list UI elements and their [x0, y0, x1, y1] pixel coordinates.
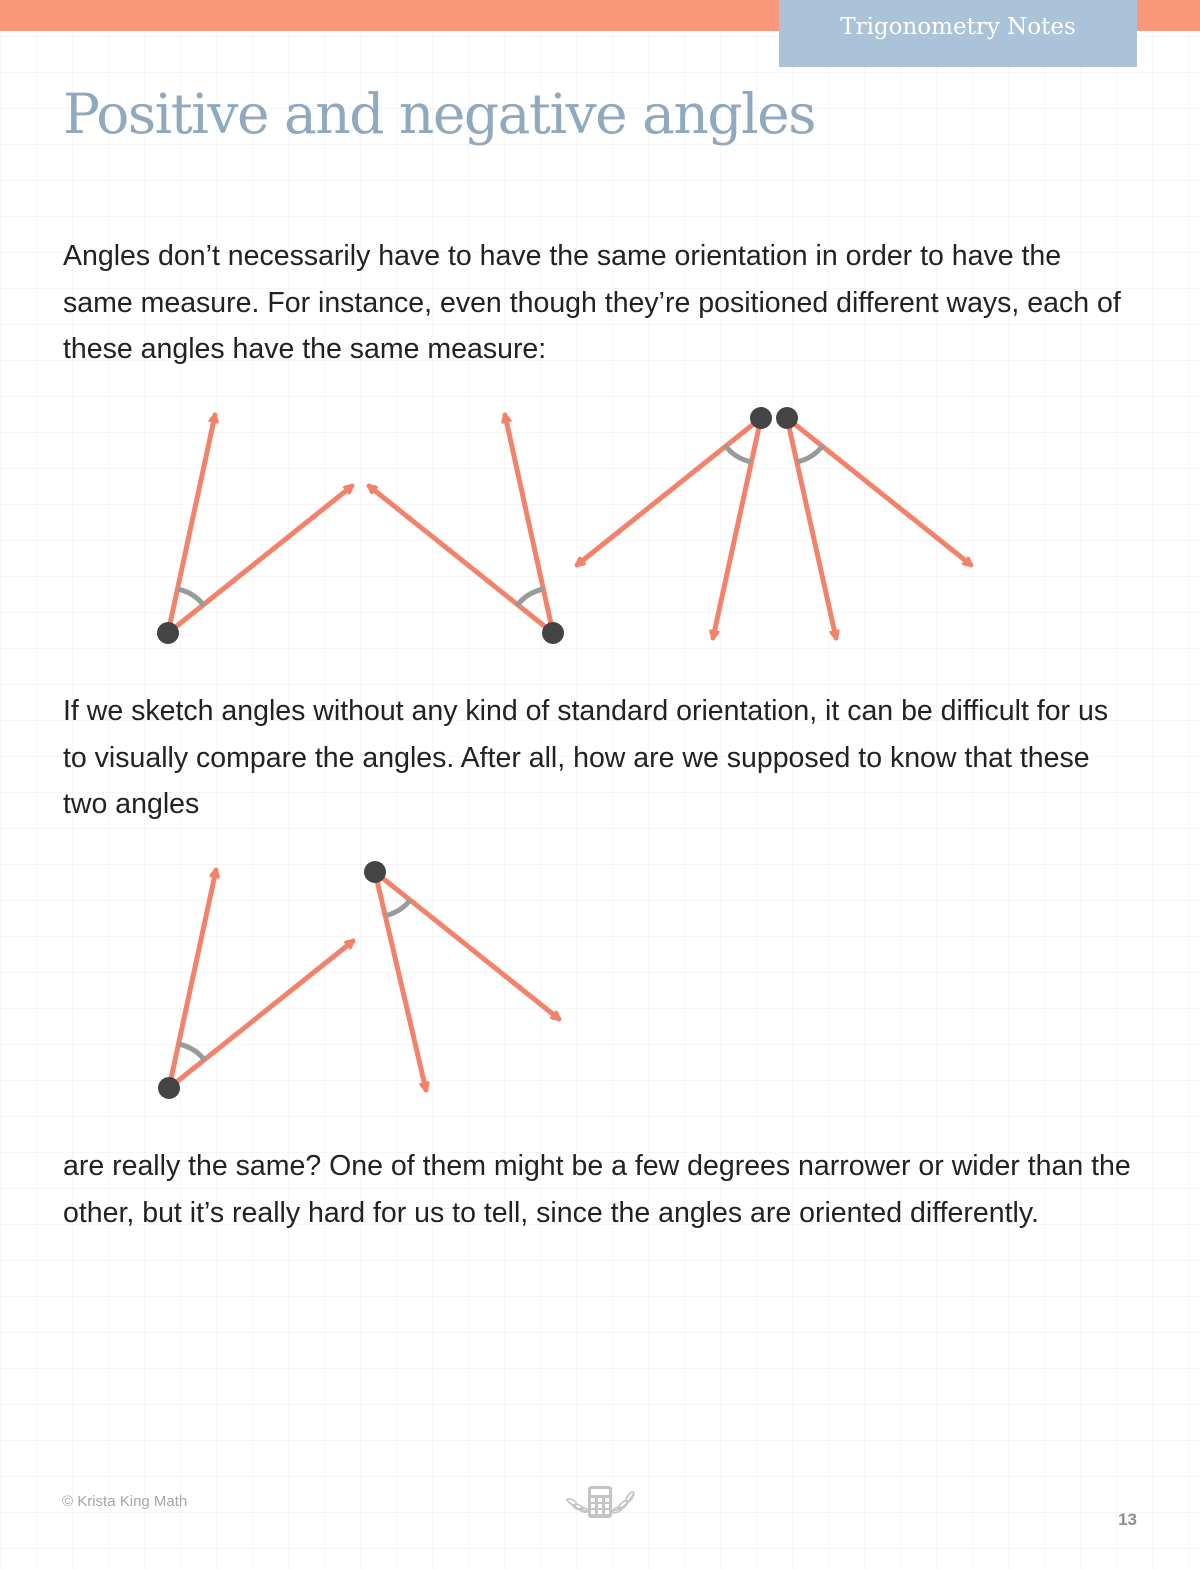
page-title: Positive and negative angles	[63, 82, 815, 146]
angle-2-arc	[517, 589, 544, 606]
angle-b-vertex	[364, 861, 386, 883]
angle-1-vertex	[157, 622, 179, 644]
header-section-label: Trigonometry Notes	[840, 14, 1076, 40]
two-angles-figure	[0, 850, 700, 1110]
angle-3-arc	[725, 445, 752, 462]
footer-copyright: © Krista King Math	[62, 1493, 188, 1510]
angle-b-arc	[385, 900, 410, 916]
angle-4-arc	[797, 445, 824, 462]
angle-3-vertex	[750, 407, 772, 429]
calculator-laurel-icon	[562, 1481, 638, 1525]
angle-a-arc	[179, 1044, 206, 1061]
angle-2-vertex	[542, 622, 564, 644]
intro-paragraph: Angles don’t necessarily have to have the same orientation in order to have the same measure. For instance, even though they’re positioned different ways, each of these angles have the same measure:	[63, 240, 1121, 365]
angle-4-vertex	[776, 407, 798, 429]
page-number: 13	[1118, 1510, 1137, 1529]
compare-paragraph: If we sketch angles without any kind of standard orientation, it can be difficult for us to visually compare the angles. After all, how are we supposed to know that these two angles	[63, 695, 1109, 820]
angle-1-arc	[178, 589, 205, 606]
conclusion-paragraph: are really the same? One of them might be a few degrees narrower or wider than the other, but it’s really hard for us to tell, since the angles are oriented differently.	[63, 1150, 1131, 1229]
angle-a-vertex	[158, 1077, 180, 1099]
four-equal-angles-figure	[0, 390, 1200, 650]
header-section-tab	[779, 0, 1137, 67]
